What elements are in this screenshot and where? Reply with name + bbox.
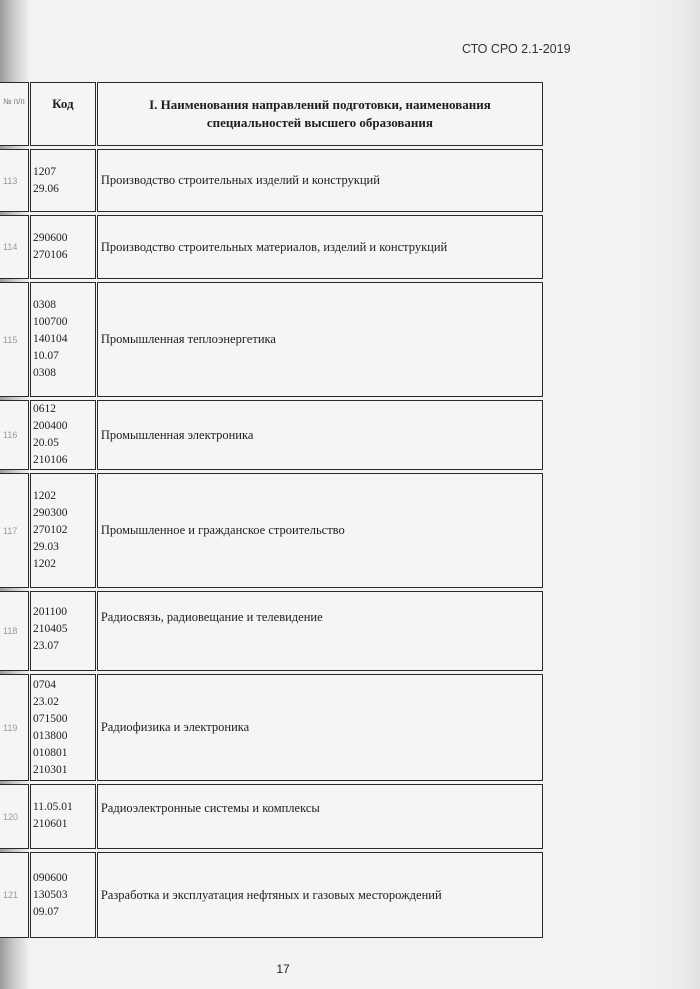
table-row [0,473,543,588]
table-row [0,784,543,849]
row-number: 117 [0,473,29,588]
code-value: 201100 [32,606,68,618]
specialty-name: Промышленная теплоэнергетика [97,282,543,397]
specialty-name: Производство строительных материалов, изделий и конструкций [97,215,543,279]
code-value: 20.05 [32,437,59,449]
table-row [0,215,543,279]
code-value: 100700 [32,316,68,328]
row-number: 116 [0,400,29,470]
code-value: 09.07 [32,905,59,918]
code-cell [30,591,96,671]
row-number: 121 [0,852,29,938]
code-value: 1202 [32,558,56,570]
code-value: 071500 [32,712,68,725]
header-code-cell: Код [30,82,96,146]
code-value: 23.07 [32,640,59,652]
row-number: 114 [0,215,29,279]
specialty-name: Разработка и эксплуатация нефтяных и газовых месторождений [97,852,543,938]
code-value: 270102 [32,524,68,536]
code-cell [30,282,96,397]
code-cell [30,215,96,279]
code-cell [30,784,96,849]
code-value: 210601 [32,818,68,830]
code-value: 0612 [32,403,56,415]
specialty-name: Радиосвязь, радиовещание и телевидение [97,591,543,671]
code-value: 0308 [32,299,56,311]
code-value: 210301 [32,763,68,776]
specialty-name: Радиоэлектронные системы и комплексы [97,784,543,849]
table-row [0,852,543,938]
table-header-row [0,82,543,146]
code-value: 0704 [32,678,56,691]
document-code: СТО СРО 2.1-2019 [462,42,571,56]
specialty-name: Промышленное и гражданское строительство [97,473,543,588]
table-row [0,149,543,212]
header-name-cell: I. Наименования направлений подготовки, наименования специальностей высшего образования [97,82,543,146]
code-cell [30,149,96,212]
row-number: 115 [0,282,29,397]
row-number: 118 [0,591,29,671]
code-cell [30,852,96,938]
code-cell [30,674,96,781]
specialty-name: Производство строительных изделий и конструкций [97,149,543,212]
code-value: 140104 [32,333,68,345]
table-row [0,674,543,781]
header-num-cell: № п/п [0,82,29,146]
code-value: 270106 [32,249,68,261]
table-row [0,282,543,397]
code-value: 10.07 [32,350,59,362]
table-row [0,400,543,470]
code-value: 23.02 [32,695,59,708]
code-value: 200400 [32,420,68,432]
code-value: 210106 [32,454,68,466]
code-value: 290300 [32,507,68,519]
code-value: 013800 [32,729,68,742]
code-value: 130503 [32,888,68,901]
row-number: 113 [0,149,29,212]
code-value: 010801 [32,746,68,759]
code-value: 210405 [32,623,68,635]
specialty-name: Радиофизика и электроника [97,674,543,781]
scan-shadow-right [630,0,700,989]
code-value: 0308 [32,367,56,379]
row-number: 119 [0,674,29,781]
code-value: 11.05.01 [32,801,73,813]
code-value: 290600 [32,232,68,244]
code-value: 090600 [32,871,68,884]
row-number: 120 [0,784,29,849]
code-value: 1202 [32,490,56,502]
specialty-name: Промышленная электроника [97,400,543,470]
specialties-table [0,82,543,941]
code-cell [30,473,96,588]
code-cell [30,400,96,470]
code-value: 29.03 [32,541,59,553]
page-number: 17 [276,962,290,976]
code-value: 29.06 [32,182,59,195]
table-row [0,591,543,671]
code-value: 1207 [32,165,56,178]
